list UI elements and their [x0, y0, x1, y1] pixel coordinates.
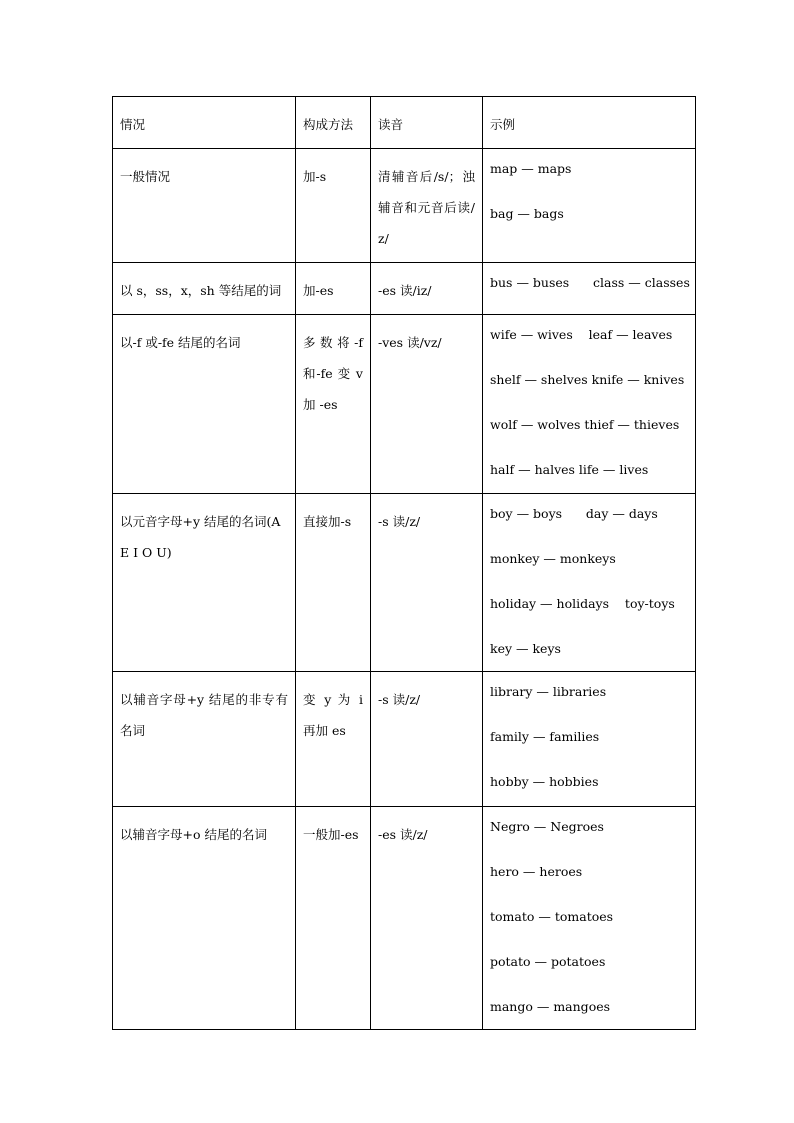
example-item: hobby — hobbies	[490, 774, 599, 789]
method-cell: 加-s	[296, 149, 371, 263]
method-cell: 变 y 为 i 再加 es	[296, 672, 371, 807]
plural-rules-table	[112, 96, 696, 1030]
header-pronunciation: 读音	[371, 97, 483, 149]
examples-cell	[483, 494, 696, 672]
example-item: wife — wives leaf — leaves	[490, 327, 673, 342]
pronunciation-cell: -es 读/iz/	[371, 263, 483, 315]
method-cell: 直接加-s	[296, 494, 371, 672]
example-item: family — families	[490, 729, 600, 744]
examples-cell	[483, 315, 696, 494]
pronunciation-cell: -s 读/z/	[371, 494, 483, 672]
situation-cell: 以辅音字母+y 结尾的非专有名词	[113, 672, 296, 807]
example-item: bag — bags	[490, 206, 564, 221]
examples-cell	[483, 149, 696, 263]
example-item: Negro — Negroes	[490, 819, 604, 834]
example-item: key — keys	[490, 641, 561, 656]
example-item: library — libraries	[490, 684, 607, 699]
examples-cell	[483, 807, 696, 1030]
situation-cell: 以辅音字母+o 结尾的名词	[113, 807, 296, 1030]
situation-cell: 以元音字母+y 结尾的名词(A E I O U)	[113, 494, 296, 672]
examples-cell	[483, 263, 696, 315]
pronunciation-cell: -es 读/z/	[371, 807, 483, 1030]
example-item: half — halves life — lives	[490, 462, 649, 477]
table-row	[113, 494, 696, 672]
table-row	[113, 672, 696, 807]
example-item: monkey — monkeys	[490, 551, 616, 566]
example-item: shelf — shelves knife — knives	[490, 372, 685, 387]
example-item: bus — buses class — classes	[490, 275, 690, 290]
method-cell: 多数将-f 和-fe 变 v 加 -es	[296, 315, 371, 494]
method-cell: 一般加-es	[296, 807, 371, 1030]
pronunciation-cell: 清辅音后/s/；浊辅音和元音后读/z/	[371, 149, 483, 263]
example-item: wolf — wolves thief — thieves	[490, 417, 680, 432]
header-examples: 示例	[483, 97, 696, 149]
table-row	[113, 315, 696, 494]
header-method: 构成方法	[296, 97, 371, 149]
situation-cell: 一般情况	[113, 149, 296, 263]
example-item: boy — boys day — days	[490, 506, 658, 521]
example-item: tomato — tomatoes	[490, 909, 614, 924]
pronunciation-cell: -ves 读/vz/	[371, 315, 483, 494]
examples-cell	[483, 672, 696, 807]
example-item: map — maps	[490, 161, 572, 176]
example-item: mango — mangoes	[490, 999, 611, 1014]
header-situation: 情况	[113, 97, 296, 149]
method-cell: 加-es	[296, 263, 371, 315]
table-row	[113, 263, 696, 315]
example-item: potato — potatoes	[490, 954, 606, 969]
situation-cell: 以 s，ss，x，sh 等结尾的词	[113, 263, 296, 315]
header-row	[113, 97, 696, 149]
table-row	[113, 807, 696, 1030]
situation-cell: 以-f 或-fe 结尾的名词	[113, 315, 296, 494]
pronunciation-cell: -s 读/z/	[371, 672, 483, 807]
example-item: hero — heroes	[490, 864, 583, 879]
example-item: holiday — holidays toy-toys	[490, 596, 675, 611]
table-row	[113, 149, 696, 263]
